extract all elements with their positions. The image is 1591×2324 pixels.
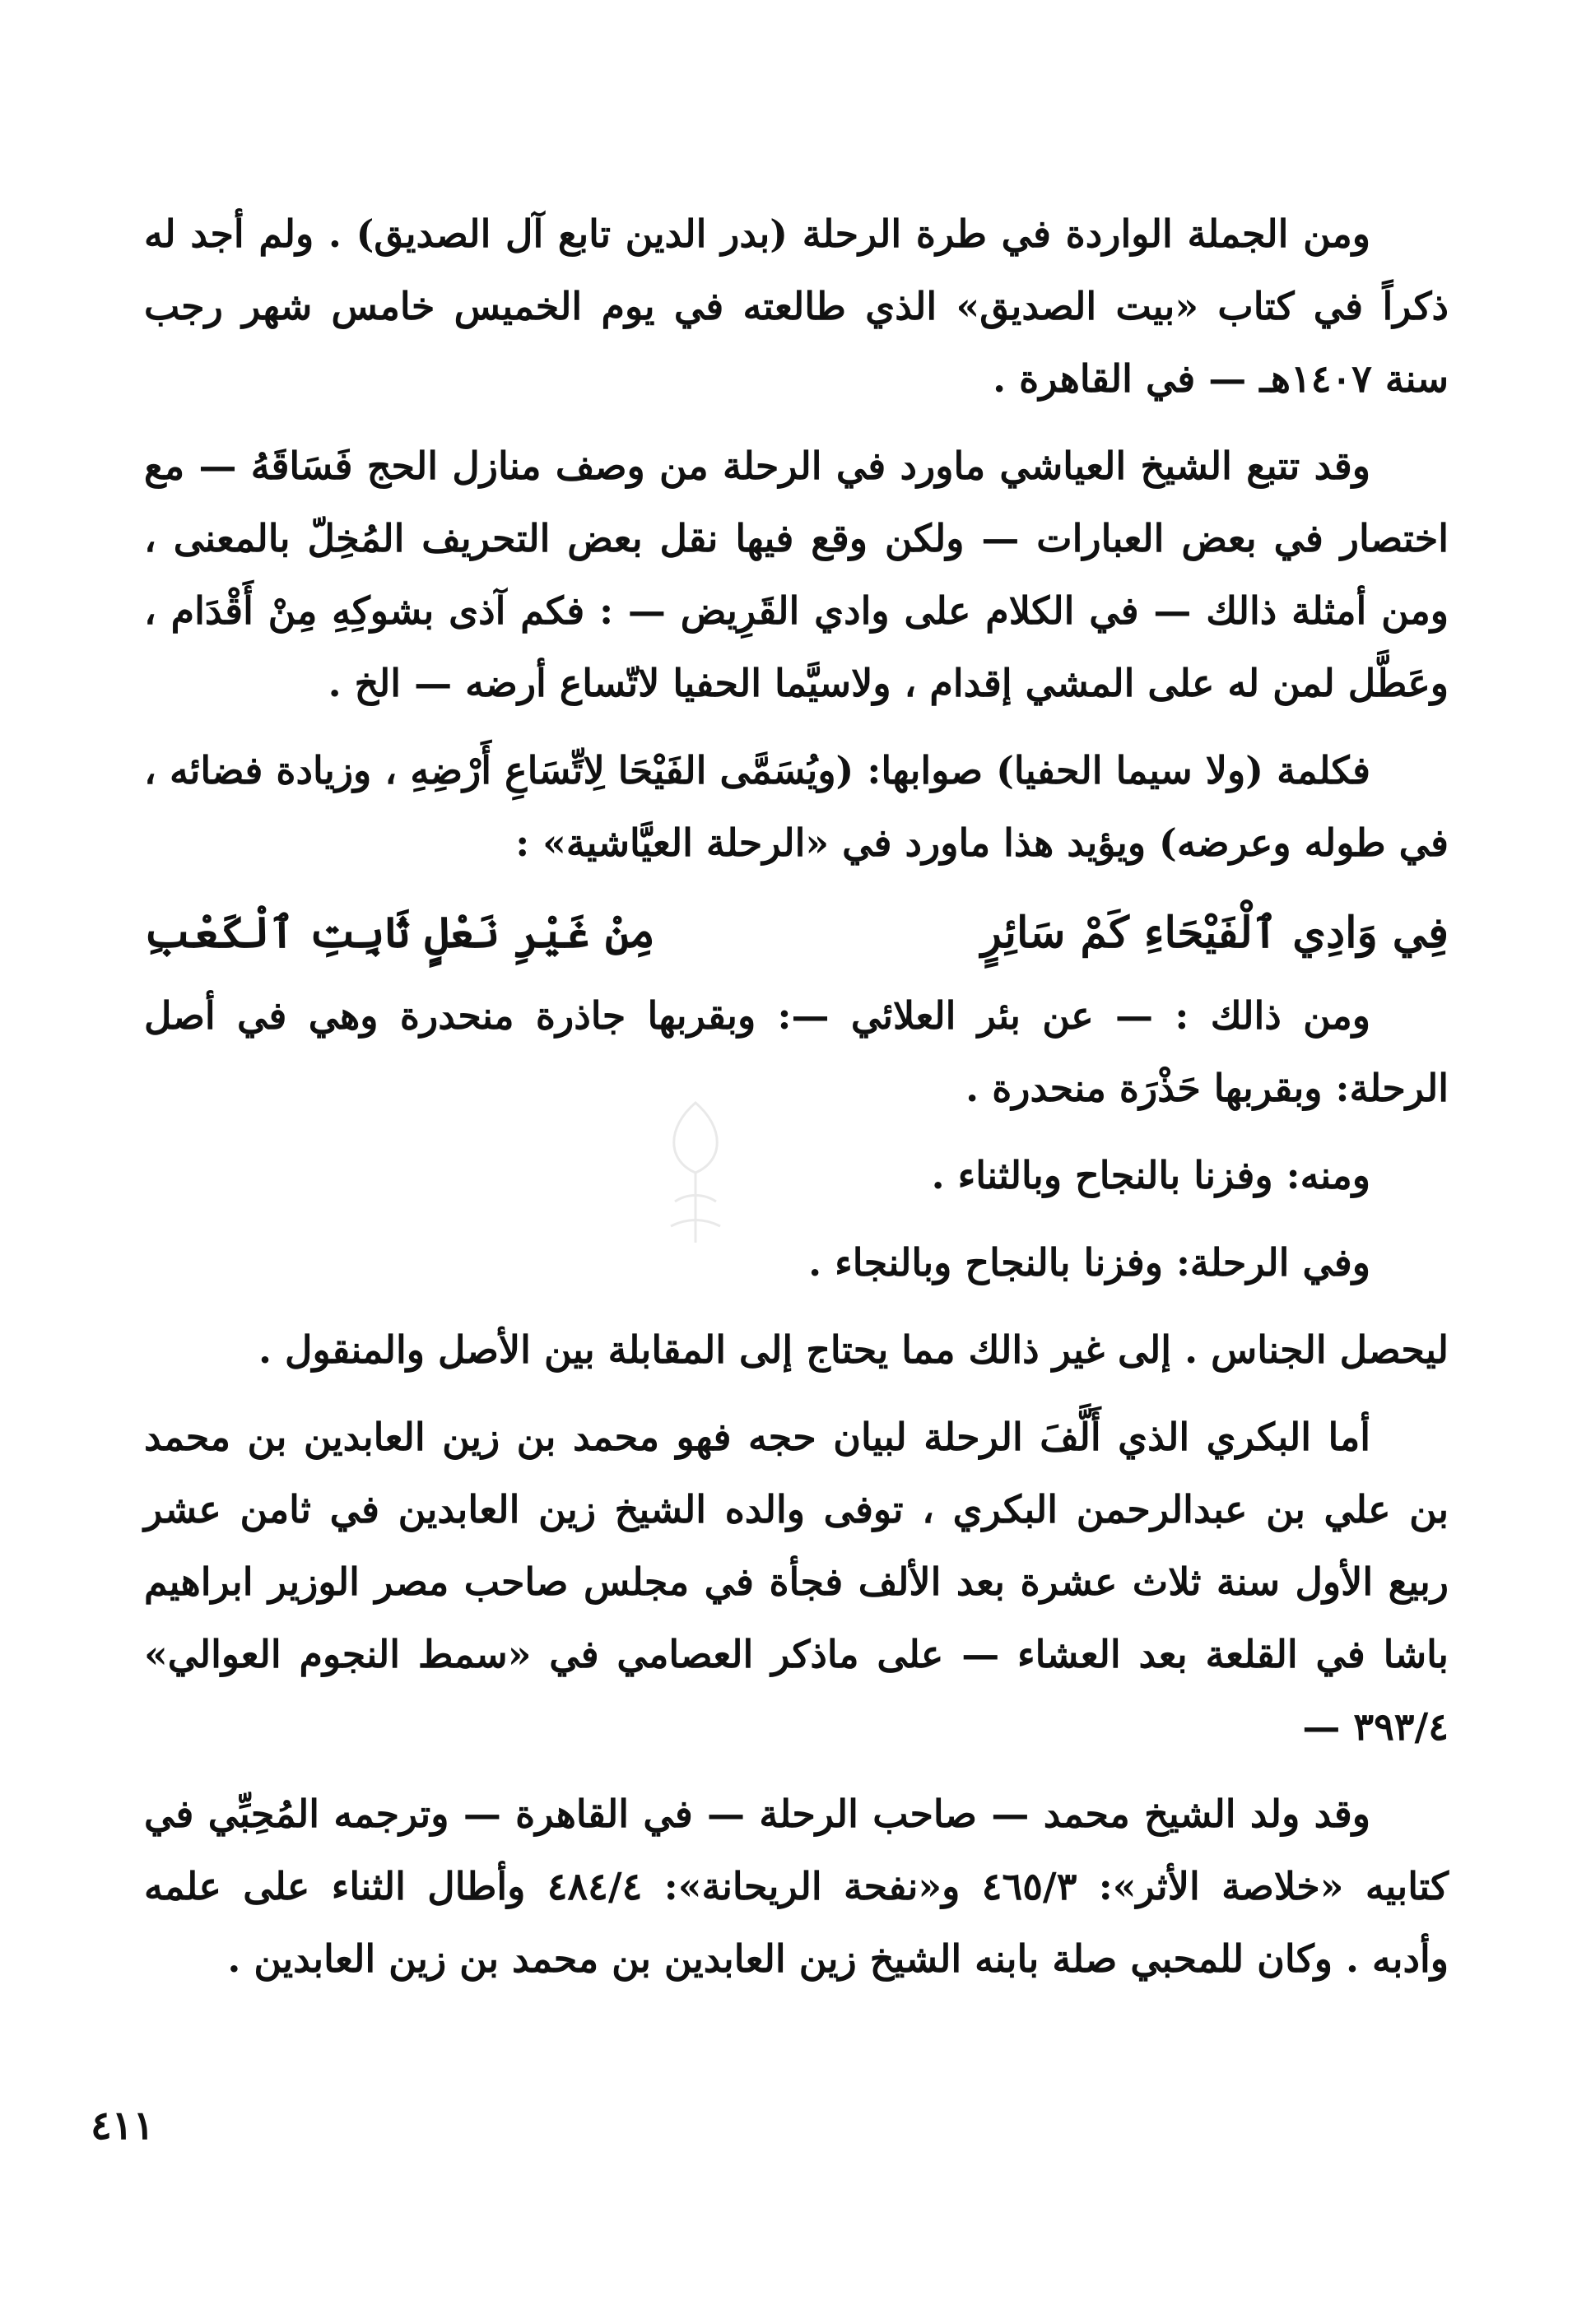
paragraph-bakri: أما البكري الذي أَلَّفَ الرحلة لبيان حجه فهو محمد بن زين العابدين بن محمد بن علي بن عبدالرحمن البكري ، توفى والده الشيخ زين العابدين في ثامن عشر ربيع الأول سنة ثلاث عشرة بعد الألف فجأة في مجلس صاحب مصر الوزير ابراهيم باشا في القلعة بعد العشاء — على ماذكر العصامي في «سمط النجوم العوالي» ٣٩٣/٤ — (144, 1415, 1449, 1749)
paragraph-ayyashi: وقد تتبع الشيخ العياشي ماورد في الرحلة من وصف منازل الحج فَسَاقَهُ — مع اختصار في بعض العبارات — ولكن وقع فيها نقل بعض التحريف المُخِلّ بالمعنى ، ومن أمثلة ذالك — في الكلام على وادي القَرِيض — : فكم آذى بشوكِهِ مِنْ أَقْدَام ، وعَطَّل لمن له على المشي إقدام ، ولاسيَّما الحفيا لاتّساع أرضه — الخ . (144, 444, 1449, 705)
paragraph-muhibbi: وقد ولد الشيخ محمد — صاحب الرحلة — في القاهرة — وترجمه المُحِبِّي في كتابيه «خلاصة الأثر»: ٤٦٥/٣ و«نفحة الريحانة»: ٤٨٤/٤ وأطال الثناء على علمه وأدبه . وكان للمحبي صلة بابنه الشيخ زين العابدين بن محمد بن زين العابدين . (144, 1792, 1449, 1981)
verse-second-hemistich: مِنْ غَيْرِ نَعْلٍ ثَابِتِ ٱلْكَعْبِ (144, 908, 655, 958)
faint-stamp-mark (650, 1095, 741, 1251)
verse-first-hemistich: فِي وَادِي ٱلْفَيْحَاءِ كَمْ سَائِرٍ (980, 908, 1449, 958)
paragraph-bir-alalai: ومن ذالك : — عن بئر العلائي —: وبقربها جاذرة منحدرة وهي في أصل الرحلة: وبقربها حَذْرَة منحدرة . (144, 993, 1449, 1110)
paragraph-jinas: ليحصل الجناس . إلى غير ذالك مما يحتاج إلى المقابلة بين الأصل والمنقول . (258, 1327, 1449, 1372)
page-number: ٤١١ (91, 2103, 155, 2149)
paragraph-fil-rihla: وفي الرحلة: وفزنا بالنجاح وبالنجاء . (808, 1240, 1370, 1285)
page-body (144, 198, 1449, 2010)
paragraph-minhu: ومنه: وفزنا بالنجاح وبالثناء . (931, 1153, 1370, 1197)
paragraph-fayha-correction: فكلمة (ولا سيما الحفيا) صوابها: (ويُسَمَّى الفَيْحَا لِاتِّسَاعِ أَرْضِهِ ، وزيادة فضائه ، في طوله وعرضه) ويؤيد هذا ماورد في «الرحلة العيَّاشية» : (144, 748, 1449, 865)
paragraph-badr-al-din: ومن الجملة الواردة في طرة الرحلة (بدر الدين تابع آل الصديق) . ولم أجد له ذكراً في كتاب «بيت الصديق» الذي طالعته في يوم الخميس خامس شهر رجب سنة ١٤٠٧هـ — في القاهرة . (144, 211, 1449, 401)
verse-line (144, 894, 1449, 973)
